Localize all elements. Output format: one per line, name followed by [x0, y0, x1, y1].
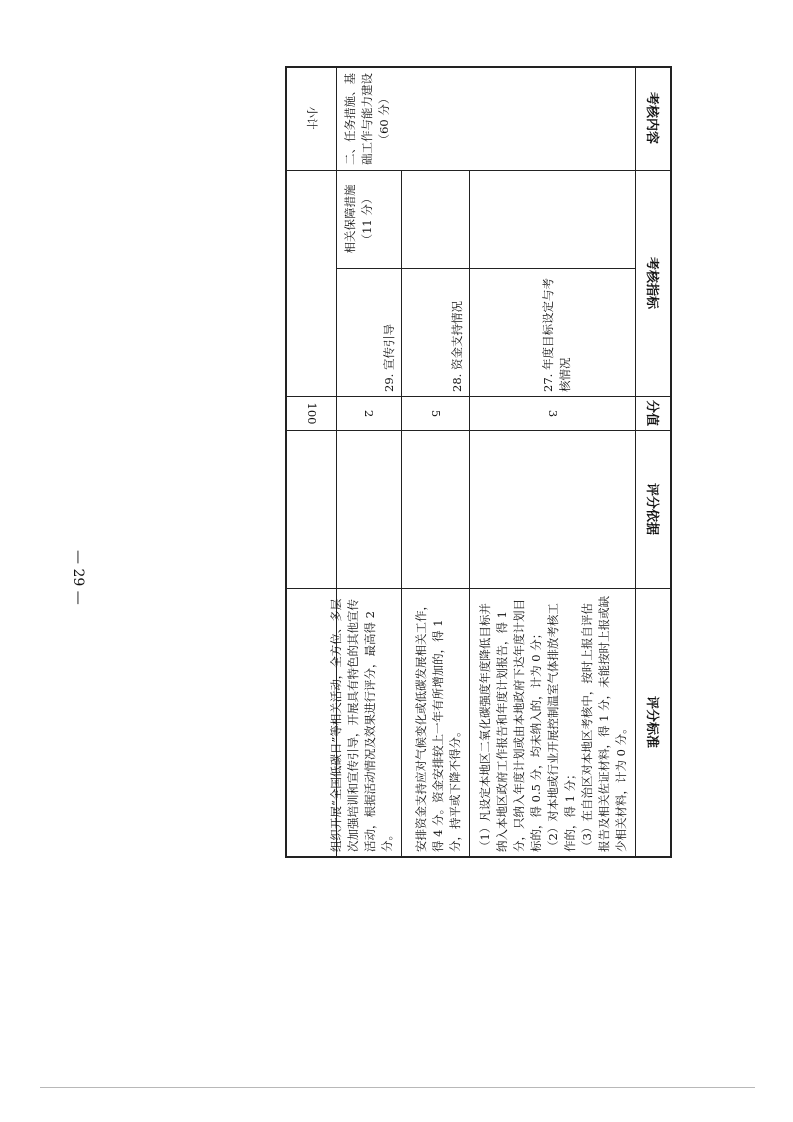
table-row — [340, 272, 398, 392]
header-score: 分值 — [644, 399, 660, 426]
score-28: 5 — [429, 409, 443, 418]
table-border-right — [286, 856, 672, 858]
scoring-table — [286, 66, 672, 858]
basis-28 — [402, 431, 469, 588]
indicator-28: 28. 资金支持情况 — [450, 301, 464, 392]
basis-29 — [337, 431, 401, 588]
header-basis: 评分依据 — [644, 482, 660, 535]
standard-28 — [406, 594, 464, 852]
subsection-divider — [336, 268, 636, 269]
subtotal-label: 小计 — [305, 106, 319, 130]
indicator-29: 29. 宣传引导 — [382, 324, 396, 392]
subsection-block — [342, 174, 382, 264]
standard-28-item-1: 安排资金支持应对气候变化或低碳发展相关工作，得 4 分。资金安排较上一年有所增加的，得 1 分，持平或下降不得分。 — [414, 599, 462, 852]
standard-27-item-3: （3）在自治区对本地区考核中，按时上报自评估报告及相关佐证材料，得 1 分，未能按时上报或缺少相关材料，计为 0 分。 — [580, 595, 628, 852]
standard-29-item-1: 组织开展“全国低碳日”等相关活动，全方位、多层次加强培训和宣传引导，开展具有特色的其他宣传活动，根据活动情况及效果进行评分，最高得 2 分。 — [329, 598, 394, 852]
table-border-left — [286, 66, 672, 68]
footer-rule — [40, 1087, 755, 1088]
subtotal-score: 100 — [305, 402, 319, 425]
header-indicator: 考核指标 — [644, 256, 660, 309]
page-number: — 29 — — [70, 550, 86, 605]
standard-29 — [329, 594, 396, 852]
score-29: 2 — [362, 409, 377, 418]
col-divider-content — [286, 170, 672, 171]
standard-27-item-1: （1）凡设定本地区二氧化碳强度年度降低目标并纳入本地区政府工作报告和年度计划报告，得 1 分，只纳入年度计划或由本地政府下达年度计划目标的，得 0.5 分，均未纳入的，计为 0 分； — [478, 599, 543, 852]
table-border-bottom — [286, 66, 288, 858]
col-divider-basis — [286, 588, 672, 589]
score-27: 3 — [546, 409, 560, 418]
section-title-block — [342, 72, 391, 166]
standard-27-item-2: （2）对本地或行业开展控制温室气体排放考核工作的，得 1 分； — [546, 603, 577, 852]
indicator-27: 27. 年度目标设定与考核情况 — [541, 278, 572, 392]
section-title: 二、任务措施、基础工作与能力建设 — [343, 73, 374, 165]
table-row — [474, 272, 632, 392]
subsection-points: （11 分） — [360, 192, 374, 246]
subsection-title: 相关保障措施 — [343, 184, 357, 254]
basis-27 — [470, 431, 635, 588]
section-points: （60 分） — [377, 92, 391, 146]
header-content: 考核内容 — [644, 91, 660, 144]
standard-27 — [474, 594, 630, 852]
header-standard: 评分标准 — [644, 695, 660, 748]
table-row — [406, 272, 466, 392]
